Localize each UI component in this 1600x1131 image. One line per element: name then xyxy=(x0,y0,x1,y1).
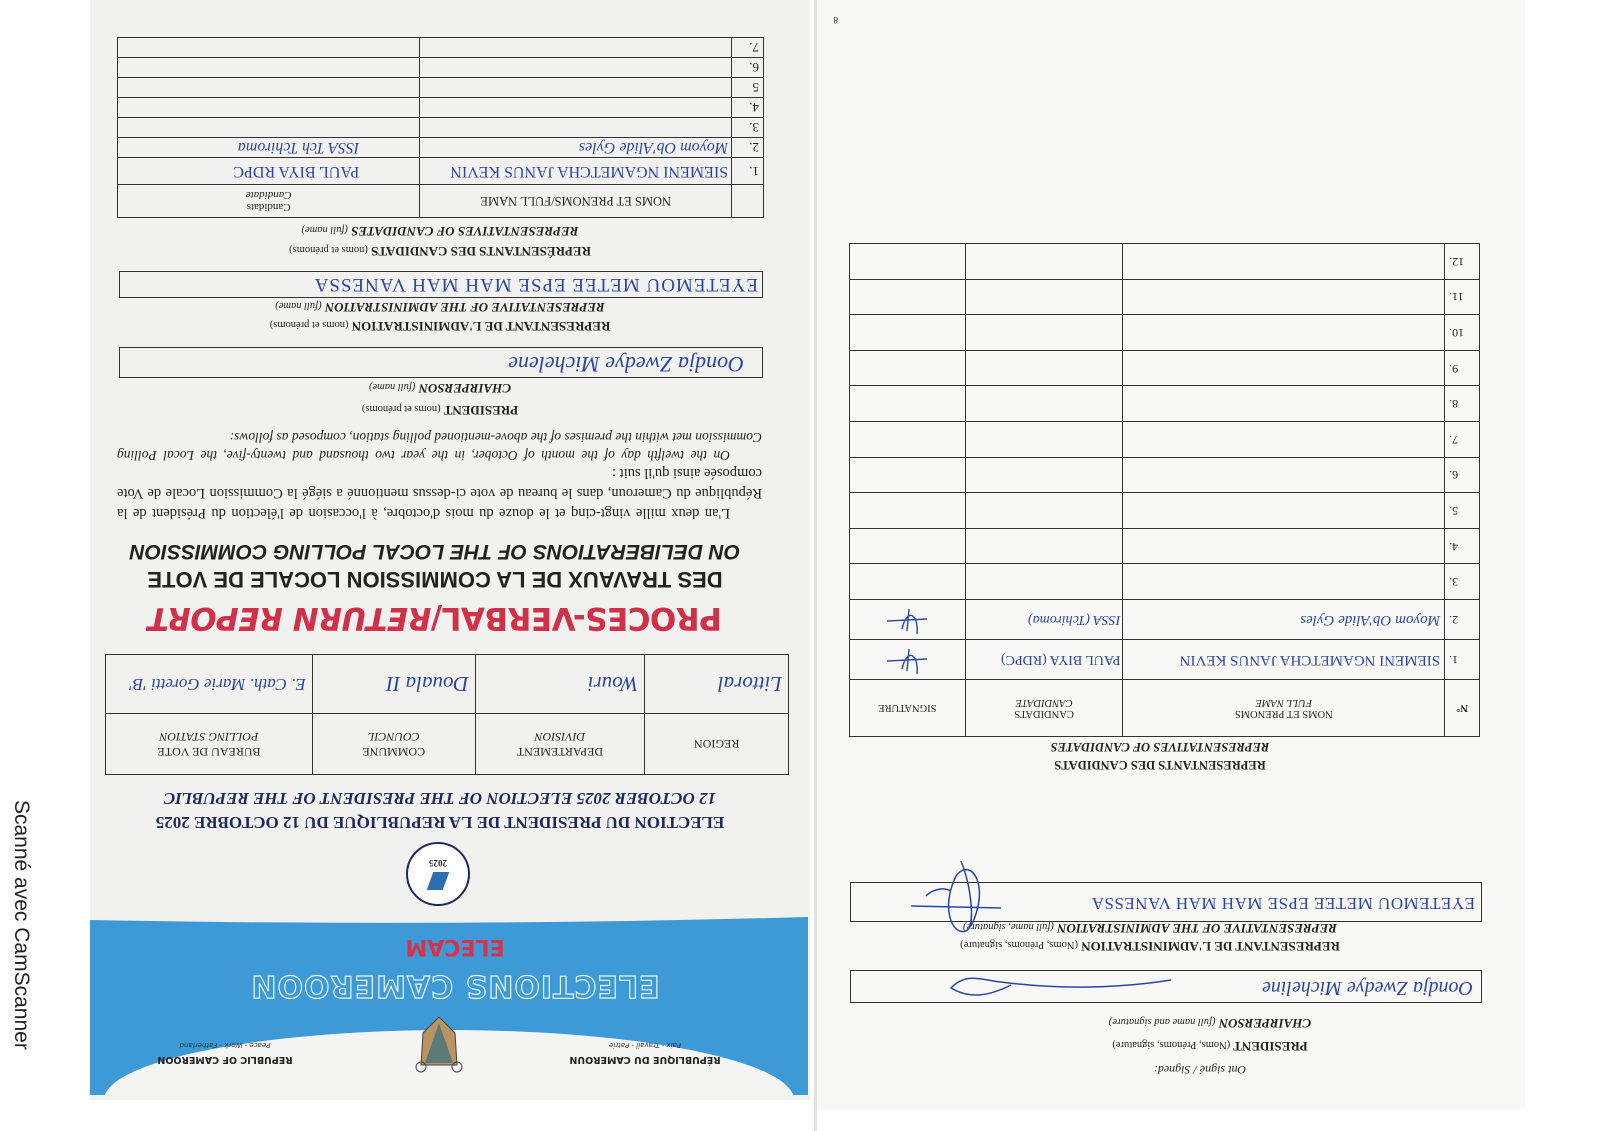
row-num: 5 xyxy=(732,78,764,98)
row-signature[interactable] xyxy=(850,422,966,458)
row-name[interactable] xyxy=(420,58,732,78)
table-row xyxy=(850,640,1480,680)
location-header-1 xyxy=(475,714,645,775)
motto-fr: Paix - Travail - Patrie xyxy=(608,1041,682,1049)
row-candidate[interactable] xyxy=(965,315,1123,351)
row-candidate[interactable] xyxy=(965,350,1123,386)
table-row xyxy=(118,38,764,58)
row-num: 6. xyxy=(1445,457,1480,493)
row-name[interactable] xyxy=(1123,528,1445,564)
table-row xyxy=(850,244,1480,280)
page-number: 8 xyxy=(833,15,838,25)
row-num: 7. xyxy=(1445,422,1480,458)
location-header-2 xyxy=(312,714,475,775)
location-value-text: Wouri xyxy=(587,672,639,697)
report-title-en: RETURN REPORT xyxy=(148,600,432,636)
row-num: 11. xyxy=(1445,279,1480,315)
sign-admin-label: REPRESENTANT DE L'ADMINISTRATION (Noms, Prénoms, signature) xyxy=(960,939,1340,954)
elecam-seal-icon xyxy=(406,842,470,906)
scanner-watermark: Scanné avec CamScanner xyxy=(10,800,33,1050)
row-num: 2. xyxy=(732,138,764,158)
table-row xyxy=(850,528,1480,564)
row-name[interactable] xyxy=(1123,244,1445,280)
banner-title: ELECTIONS CAMEROON xyxy=(250,968,660,1003)
row-num: 10. xyxy=(1445,315,1480,351)
row-name[interactable] xyxy=(420,38,732,58)
header-name: NOMS ET PRENOMS FULL NAME xyxy=(1123,680,1445,737)
table-row xyxy=(850,493,1480,529)
table-row xyxy=(850,564,1480,600)
table-header-row xyxy=(850,680,1480,737)
row-signature[interactable] xyxy=(850,244,966,280)
row-signature[interactable] xyxy=(850,600,966,640)
chairperson-label: CHAIRPERSON (full name) xyxy=(368,381,512,396)
coat-of-arms-icon xyxy=(413,1011,465,1073)
sign-president-field[interactable] xyxy=(850,970,1482,1003)
president-label: PRESIDENT (noms et prénoms) xyxy=(361,403,519,418)
header-candidate: CANDIDATS CANDIDATE xyxy=(965,680,1123,737)
republic-fr: RÉPUBLIQUE DU CAMEROUN xyxy=(569,1054,721,1065)
sign-candidates-label-en: REPRESENTATIVES OF CANDIDATES xyxy=(1050,740,1270,754)
table-row xyxy=(850,315,1480,351)
admin-label-en: REPRESENTATIVE OF THE ADMINISTRATION (full name) xyxy=(275,300,605,315)
sign-admin-value: EYETEMOU METEE EPSE MAH MAH VANESSA xyxy=(1091,894,1475,913)
row-candidate[interactable] xyxy=(965,422,1123,458)
location-header-3 xyxy=(106,714,313,775)
row-candidate[interactable]: ISSA Tch Tchiroma xyxy=(118,138,420,158)
admin-value: EYETEMOU METEE EPSE MAH MAH VANESSA xyxy=(313,274,758,295)
paragraph-fr: L'an deux mille vingt-cinq et le douze du mois d'octobre, à l'occasion de l'élection du Président de la République du Cameroun, dans le bureau de vote ci-dessus mentionné a siégé la Commission Locale de Vote composée ainsi qu'il suit : xyxy=(117,465,762,521)
row-num: 9. xyxy=(1445,350,1480,386)
election-title-en: 12 OCTOBER 2025 ELECTION OF THE PRESIDENT OF THE REPUBLIC xyxy=(163,789,717,808)
table-row xyxy=(850,600,1480,640)
candidates-header-row xyxy=(118,185,764,218)
row-signature[interactable] xyxy=(850,315,966,351)
table-row xyxy=(850,422,1480,458)
row-signature[interactable] xyxy=(850,640,966,680)
signature-icon xyxy=(877,645,937,679)
sign-chairperson-label: CHAIRPERSON (full name and signature) xyxy=(1108,1016,1312,1031)
row-signature[interactable] xyxy=(850,457,966,493)
header-fr: DEPARTEMENT xyxy=(516,745,604,759)
table-row xyxy=(850,350,1480,386)
location-value-0[interactable] xyxy=(645,655,789,714)
report-subtitle-fr: DES TRAVAUX DE LA COMMISSION LOCALE DE VOTE xyxy=(147,567,723,592)
row-name[interactable] xyxy=(1123,457,1445,493)
location-header-0 xyxy=(645,714,789,775)
row-name[interactable]: SIEMENI NGAMETCHA JANUS KEVIN xyxy=(420,158,732,185)
location-value-text: Douala II xyxy=(386,672,469,697)
location-value-text: Littoral xyxy=(717,672,782,697)
row-name[interactable] xyxy=(420,98,732,118)
row-num: 3. xyxy=(732,118,764,138)
report-title xyxy=(110,600,760,636)
row-name[interactable]: SIEMENI NGAMETCHA JANUS KEVIN xyxy=(1123,640,1445,680)
candidates-table xyxy=(117,37,764,218)
page-fold xyxy=(814,0,817,1131)
paragraph-en: On the twelfth day of the month of October, in the year two thousand and twenty-five, the Local Polling Commission met within the premises of the above-mentioned polling station, composed as follows: xyxy=(117,430,762,463)
row-signature[interactable] xyxy=(850,279,966,315)
location-header-row xyxy=(106,714,789,775)
seal-year: 2025 xyxy=(429,858,447,868)
report-subtitle-en: ON DELIBERATIONS OF THE LOCAL POLLING COMMISSION xyxy=(129,540,741,563)
location-value-text: E. Cath. Marie Goretti 'B' xyxy=(129,675,306,694)
row-name[interactable]: Moyom Ob'Alide Gyles xyxy=(1123,600,1445,640)
row-candidate[interactable] xyxy=(965,386,1123,422)
banner-acronym: ELECAM xyxy=(405,934,505,959)
location-value-2[interactable] xyxy=(312,655,475,714)
candidates-label-en: REPRESENTATIVES OF CANDIDATES (full name) xyxy=(301,224,579,239)
row-num: 6. xyxy=(732,58,764,78)
row-candidate[interactable] xyxy=(965,279,1123,315)
location-values-row xyxy=(106,655,789,714)
sign-admin-field[interactable] xyxy=(850,882,1482,922)
row-name[interactable] xyxy=(420,78,732,98)
header-fr: BUREAU DE VOTE xyxy=(157,745,261,759)
row-name[interactable] xyxy=(1123,350,1445,386)
header-candidate: Candidats Candidate xyxy=(118,185,420,218)
table-row xyxy=(118,98,764,118)
row-candidate[interactable] xyxy=(118,78,420,98)
row-name[interactable]: Moyom Ob'Alide Gyles xyxy=(420,138,732,158)
header-fr: COMMUNE xyxy=(362,745,426,759)
row-name[interactable] xyxy=(1123,386,1445,422)
president-signature-icon xyxy=(931,965,1181,1010)
row-name[interactable] xyxy=(1123,564,1445,600)
motto-en: Peace - Work - Fatherland xyxy=(179,1041,271,1049)
row-name[interactable] xyxy=(420,118,732,138)
table-row xyxy=(850,386,1480,422)
report-title-sep: / xyxy=(431,600,443,636)
row-num: 1. xyxy=(1445,640,1480,680)
row-num: 4. xyxy=(732,98,764,118)
admin-label: REPRESENTANT DE L'ADMINISTRATION (noms et prénoms) xyxy=(269,319,611,334)
row-name[interactable] xyxy=(1123,279,1445,315)
row-num: 4. xyxy=(1445,528,1480,564)
sign-candidates-label: REPRESENTANTS DES CANDIDATS xyxy=(1054,758,1266,772)
row-candidate[interactable] xyxy=(965,528,1123,564)
row-num: 8. xyxy=(1445,386,1480,422)
header-name: NOMS ET PRENOMS/FULL NAME xyxy=(420,185,732,218)
admin-signature-icon xyxy=(901,856,1011,946)
row-name[interactable] xyxy=(1123,315,1445,351)
president-field[interactable] xyxy=(119,347,763,378)
president-value: Oondja Zwedye Michelene xyxy=(508,352,744,377)
header-signature: SIGNATURE xyxy=(850,680,966,737)
row-signature[interactable] xyxy=(850,564,966,600)
table-row xyxy=(850,279,1480,315)
table-row xyxy=(118,58,764,78)
location-value-3[interactable] xyxy=(106,655,313,714)
row-signature[interactable] xyxy=(850,350,966,386)
row-signature[interactable] xyxy=(850,493,966,529)
row-num: 12. xyxy=(1445,244,1480,280)
row-name[interactable] xyxy=(1123,422,1445,458)
row-num: 2. xyxy=(1445,600,1480,640)
row-num: 5. xyxy=(1445,493,1480,529)
location-value-1[interactable] xyxy=(475,655,645,714)
row-candidate[interactable] xyxy=(965,244,1123,280)
table-row xyxy=(118,158,764,185)
row-candidate[interactable] xyxy=(118,118,420,138)
sign-candidates-table xyxy=(849,243,1480,737)
signed-label: Ont signé / Signed: xyxy=(1153,1063,1247,1077)
row-name[interactable] xyxy=(1123,493,1445,529)
sign-admin-label-en: REPRESENTATIVE OF THE ADMINISTRATION (full name, signature) xyxy=(962,921,1338,936)
row-candidate[interactable] xyxy=(118,98,420,118)
row-candidate[interactable] xyxy=(965,564,1123,600)
row-candidate[interactable]: PAUL BIYA (RDPC) xyxy=(965,640,1123,680)
row-candidate[interactable] xyxy=(118,38,420,58)
row-num: 3. xyxy=(1445,564,1480,600)
header-en: COUNCIL xyxy=(367,730,420,744)
republic-en: REPUBLIC OF CAMEROON xyxy=(157,1054,293,1065)
header-num xyxy=(732,185,764,218)
report-title-fr: PROCES-VERBAL xyxy=(442,600,722,636)
table-row xyxy=(118,138,764,158)
row-num: 1. xyxy=(732,158,764,185)
row-signature[interactable] xyxy=(850,386,966,422)
row-num: 7. xyxy=(732,38,764,58)
header-en: DIVISION xyxy=(534,730,586,744)
row-candidate[interactable] xyxy=(965,493,1123,529)
candidates-label: REPRÉSENTANTS DES CANDIDATS (noms et prénoms) xyxy=(289,244,591,259)
row-candidate[interactable] xyxy=(965,457,1123,493)
row-candidate[interactable] xyxy=(118,58,420,78)
sign-president-label: PRESIDENT (Noms, Prénoms, signature) xyxy=(1112,1039,1308,1054)
row-candidate[interactable]: ISSA (Tchiroma) xyxy=(965,600,1123,640)
signature-icon xyxy=(877,605,937,639)
table-row xyxy=(118,78,764,98)
row-signature[interactable] xyxy=(850,528,966,564)
admin-field[interactable] xyxy=(119,271,763,298)
row-candidate[interactable]: PAUL BIYA RDPC xyxy=(118,158,420,185)
table-row xyxy=(850,457,1480,493)
location-table xyxy=(105,654,789,775)
sign-president-value: Oondja Zwedye Micheline xyxy=(1261,977,1473,999)
election-title-fr: ELECTION DU PRESIDENT DE LA REPUBLIQUE DU 12 OCTOBRE 2025 xyxy=(155,813,725,832)
table-row xyxy=(118,118,764,138)
header-fr: REGION xyxy=(693,737,740,752)
header-num: N° xyxy=(1445,680,1480,737)
header-en: POLLING STATION xyxy=(159,730,259,744)
